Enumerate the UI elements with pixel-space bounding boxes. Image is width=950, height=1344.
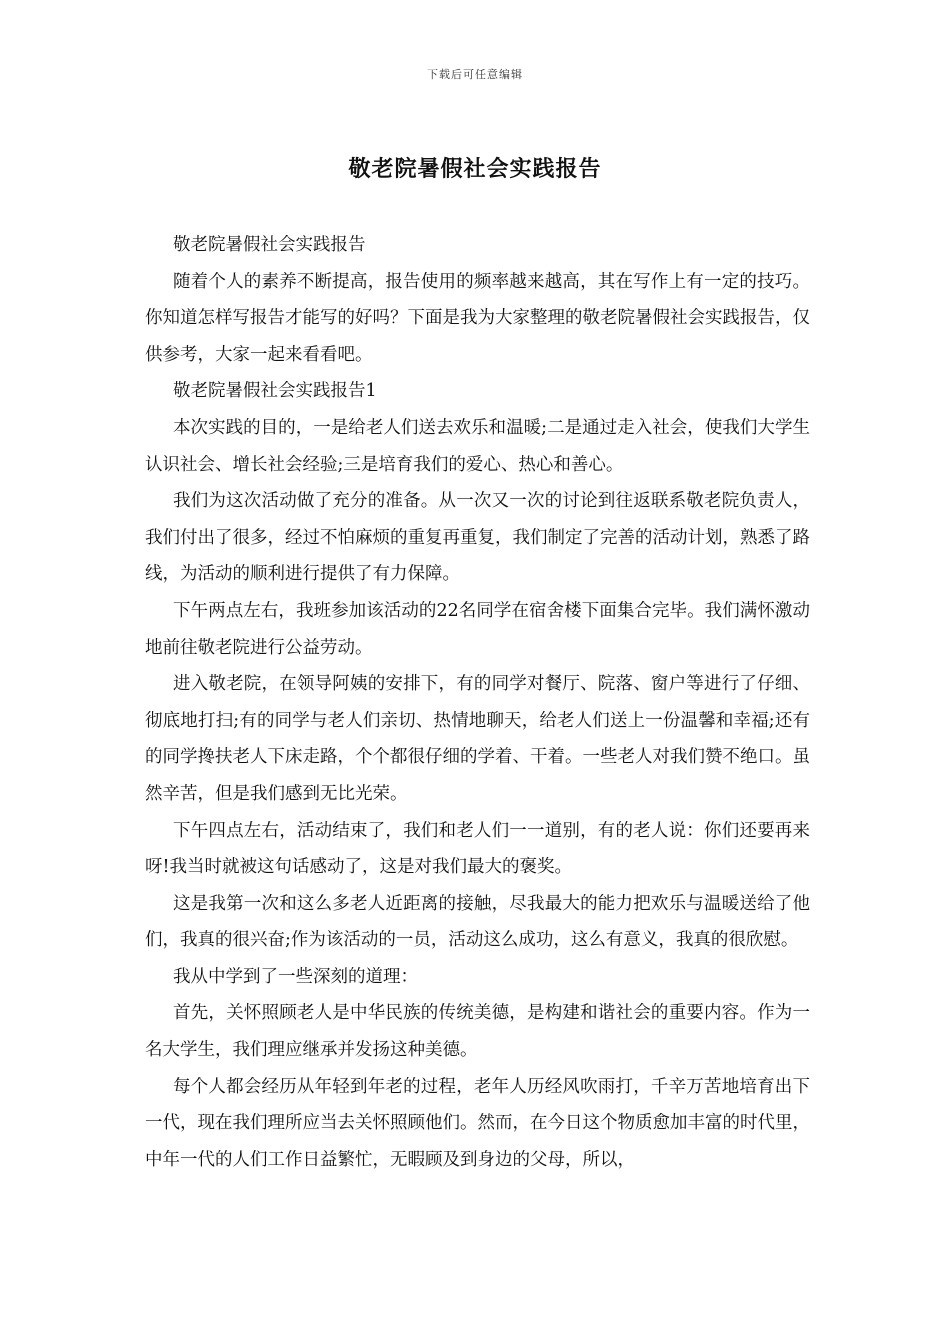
- paragraph: 随着个人的素养不断提高，报告使用的频率越来越高，其在写作上有一定的技巧。你知道怎样写报告才能写的好吗？下面是我为大家整理的敬老院暑假社会实践报告，仅供参考，大家一起来看看吧。: [145, 271, 810, 365]
- paragraph: 首先，关怀照顾老人是中华民族的传统美德，是构建和谐社会的重要内容。作为一名大学生，我们理应继承并发扬这种美德。: [145, 1003, 810, 1061]
- paragraph: 我从中学到了一些深刻的道理：: [173, 966, 418, 987]
- paragraph: 我们为这次活动做了充分的准备。从一次又一次的讨论到往返联系敬老院负责人，我们付出了很多，经过不怕麻烦的重复再重复，我们制定了完善的活动计划，熟悉了路线，为活动的顺利进行提供了有力保障。: [145, 491, 810, 585]
- paragraph: 下午四点左右，活动结束了，我们和老人们一一道别，有的老人说：你们还要再来呀!我当时就被这句话感动了，这是对我们最大的褒奖。: [145, 820, 810, 878]
- paragraph: 下午两点左右，我班参加该活动的22名同学在宿舍楼下面集合完毕。我们满怀激动地前往敬老院进行公益劳动。: [145, 600, 810, 658]
- document-title: 敬老院暑假社会实践报告: [348, 156, 602, 182]
- paragraph: 进入敬老院，在领导阿姨的安排下，有的同学对餐厅、院落、窗户等进行了仔细、彻底地打扫;有的同学与老人们亲切、热情地聊天，给老人们送上一份温馨和幸福;还有的同学搀扶老人下床走路，个个都很仔细的学着、干着。一些老人对我们赞不绝口。虽然辛苦，但是我们感到无比光荣。: [145, 674, 810, 804]
- paragraph: 敬老院暑假社会实践报告1: [173, 381, 377, 402]
- paragraph: 这是我第一次和这么多老人近距离的接触，尽我最大的能力把欢乐与温暖送给了他们，我真的很兴奋;作为该活动的一员，活动这么成功，这么有意义，我真的很欣慰。: [145, 893, 810, 951]
- header-note: 下载后可任意编辑: [427, 68, 523, 81]
- paragraph: 敬老院暑假社会实践报告: [173, 235, 366, 255]
- document-body: [145, 227, 810, 1178]
- paragraph: 本次实践的目的，一是给老人们送去欢乐和温暖;二是通过走入社会，使我们大学生认识社会、增长社会经验;三是培育我们的爱心、热心和善心。: [145, 417, 810, 475]
- paragraph: 每个人都会经历从年轻到年老的过程，老年人历经风吹雨打，千辛万苦地培育出下一代，现在我们理所应当去关怀照顾他们。然而，在今日这个物质愈加丰富的时代里，中年一代的人们工作日益繁忙，无暇顾及到身边的父母，所以，: [145, 1076, 810, 1170]
